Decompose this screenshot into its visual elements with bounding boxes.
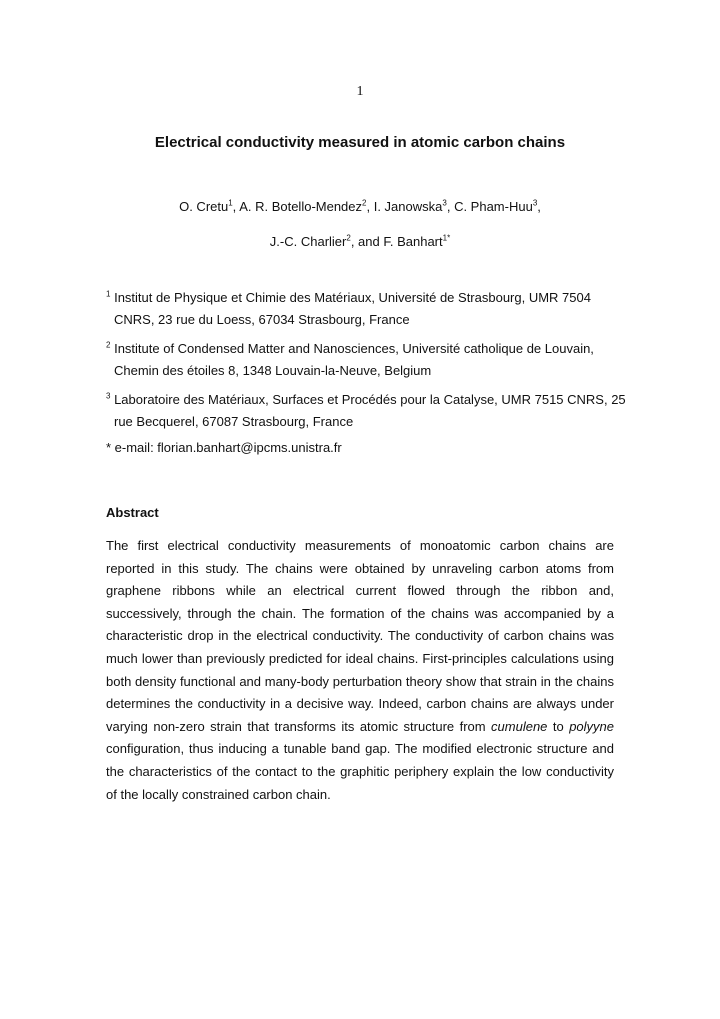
affiliation-2: $^2$ Institute of Condensed Matter and Nanosciences, Université catholique de Louvain, Chemin des étoiles 8, 1348 Louvain-la-Neuve, Belgium xyxy=(106,340,594,378)
author-name: A. R. Botello-Mendez xyxy=(239,199,363,214)
affiliation-marker: 2 xyxy=(106,340,111,350)
author-name: O. Cretu xyxy=(179,199,229,214)
author-affiliation-marker: 3 xyxy=(442,198,447,208)
abstract-heading: Abstract xyxy=(106,505,159,520)
author-name: F. Banhart xyxy=(383,234,443,249)
page-number: 1 xyxy=(356,84,364,99)
author-name: I. Janowska xyxy=(373,199,443,214)
paper-title: Electrical conductivity measured in atomic carbon chains xyxy=(154,134,566,151)
author-name: J.-C. Charlier xyxy=(269,234,347,249)
author-line-2: J.-C. Charlier$^2$, and F. Banhart$^{1*}$ xyxy=(269,233,451,249)
corresponding-email: * e-mail: florian.banhart@ipcms.unistra.fr xyxy=(106,440,342,455)
affiliation-1: $^1$ Institut de Physique et Chimie des Matériaux, Université de Strasbourg, UMR 7504 CNRS, 23 rue du Loess, 67034 Strasbourg, France xyxy=(106,289,591,327)
author-affiliation-marker: 3 xyxy=(532,198,538,208)
affiliation-marker: 1 xyxy=(106,289,111,299)
affiliation-marker: 3 xyxy=(106,391,111,401)
author-affiliation-marker: 1* xyxy=(442,233,451,243)
author-name: C. Pham-Huu xyxy=(454,199,533,214)
abstract-body: The first electrical conductivity measurements of monoatomic carbon chains are reported in this study. The chains were obtained by unraveling carbon atoms from graphene ribbons while an electrical current flowed through the ribbon and, successively, through the chain. The formation of the chains was accompanied by a characteristic drop in the electrical conductivity. The conductivity of carbon chains was much lower than previously predicted for ideal chains. First-principles calculations using both density functional and many-body perturbation theory show that strain in the chains determines the conductivity in a decisive way. Indeed, carbon chains are always under varying non-zero strain that transforms its atomic structure from cumulene to polyyne configuration, thus inducing a tunable band gap. The modified electronic structure and the characteristics of the contact to the graphitic periphery explain the low conductivity of the locally constrained carbon chain. xyxy=(106,538,614,802)
author-affiliation-marker: 1 xyxy=(228,198,233,208)
author-affiliation-marker: 2 xyxy=(362,198,367,208)
term-polyyne: polyyne xyxy=(569,718,614,734)
author-affiliation-marker: 2 xyxy=(346,233,351,243)
author-line-1: O. Cretu$^1$, A. R. Botello-Mendez$^2$, I. Janowska$^3$, C. Pham-Huu$^3$, xyxy=(179,198,541,214)
term-cumulene: cumulene xyxy=(491,718,548,734)
affiliation-3: $^3$ Laboratoire des Matériaux, Surfaces et Procédés pour la Catalyse, UMR 7515 CNRS, 25 rue Becquerel, 67087 Strasbourg, France xyxy=(106,391,626,429)
